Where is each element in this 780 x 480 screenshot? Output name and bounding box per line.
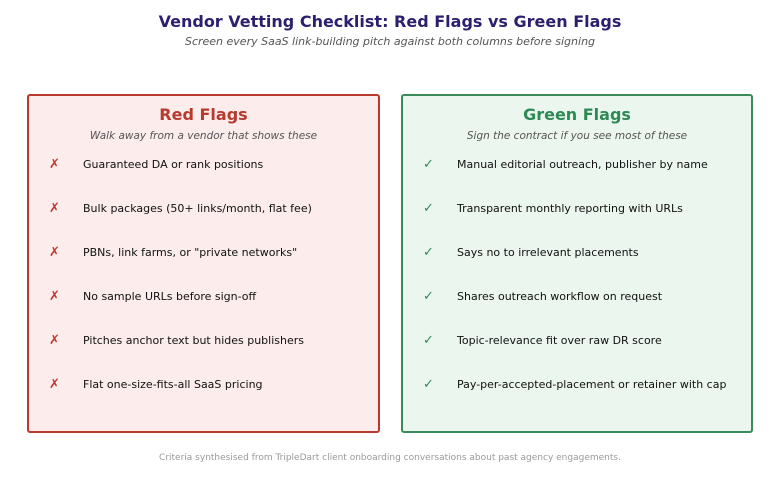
green-flag-item [403, 375, 751, 395]
green-flag-text: Transparent monthly reporting with URLs [457, 202, 683, 215]
red-flag-item [29, 287, 378, 307]
green-flags-list [403, 96, 751, 431]
footnote: Criteria synthesised from TripleDart client onboarding conversations about past agency engagements. [159, 453, 621, 463]
green-flag-item [403, 287, 751, 307]
green-flag-text: Says no to irrelevant placements [457, 246, 639, 259]
green-flags-panel [401, 94, 753, 433]
red-flag-text: Pitches anchor text but hides publishers [83, 334, 305, 347]
red-flag-text: Bulk packages (50+ links/month, flat fee) [83, 202, 312, 215]
green-flag-text: Topic-relevance fit over raw DR score [457, 334, 662, 347]
red-flag-text: PBNs, link farms, or "private networks" [83, 246, 298, 259]
page-subtitle: Screen every SaaS link-building pitch against both columns before signing [184, 35, 596, 48]
red-flag-text: No sample URLs before sign-off [83, 290, 257, 303]
cross-icon: ✗ [49, 157, 60, 172]
green-flag-item [403, 243, 751, 263]
green-flag-item [403, 199, 751, 219]
cross-icon: ✗ [49, 289, 60, 304]
red-flags-list [29, 96, 378, 431]
red-flags-subtitle: Walk away from a vendor that shows these [89, 130, 318, 142]
green-flag-item [403, 155, 751, 175]
page-title: Vendor Vetting Checklist: Red Flags vs Green Flags [158, 12, 622, 31]
red-flag-item [29, 243, 378, 263]
check-icon: ✓ [423, 377, 434, 392]
red-flag-item [29, 375, 378, 395]
cross-icon: ✗ [49, 333, 60, 348]
cross-icon: ✗ [49, 377, 60, 392]
red-flag-item [29, 155, 378, 175]
green-flag-item [403, 331, 751, 351]
red-flag-text: Flat one-size-fits-all SaaS pricing [83, 378, 263, 391]
check-icon: ✓ [423, 245, 434, 260]
green-flags-title: Green Flags [523, 105, 631, 124]
check-icon: ✓ [423, 333, 434, 348]
green-flag-text: Manual editorial outreach, publisher by name [457, 158, 708, 171]
red-flag-item [29, 199, 378, 219]
cross-icon: ✗ [49, 245, 60, 260]
red-flag-item [29, 331, 378, 351]
green-flag-text: Pay-per-accepted-placement or retainer with cap [457, 378, 727, 391]
check-icon: ✓ [423, 157, 434, 172]
red-flags-panel [27, 94, 380, 433]
cross-icon: ✗ [49, 201, 60, 216]
red-flag-text: Guaranteed DA or rank positions [83, 158, 264, 171]
check-icon: ✓ [423, 201, 434, 216]
green-flag-text: Shares outreach workflow on request [457, 290, 663, 303]
check-icon: ✓ [423, 289, 434, 304]
green-flags-subtitle: Sign the contract if you see most of these [466, 130, 688, 142]
red-flags-title: Red Flags [159, 105, 248, 124]
